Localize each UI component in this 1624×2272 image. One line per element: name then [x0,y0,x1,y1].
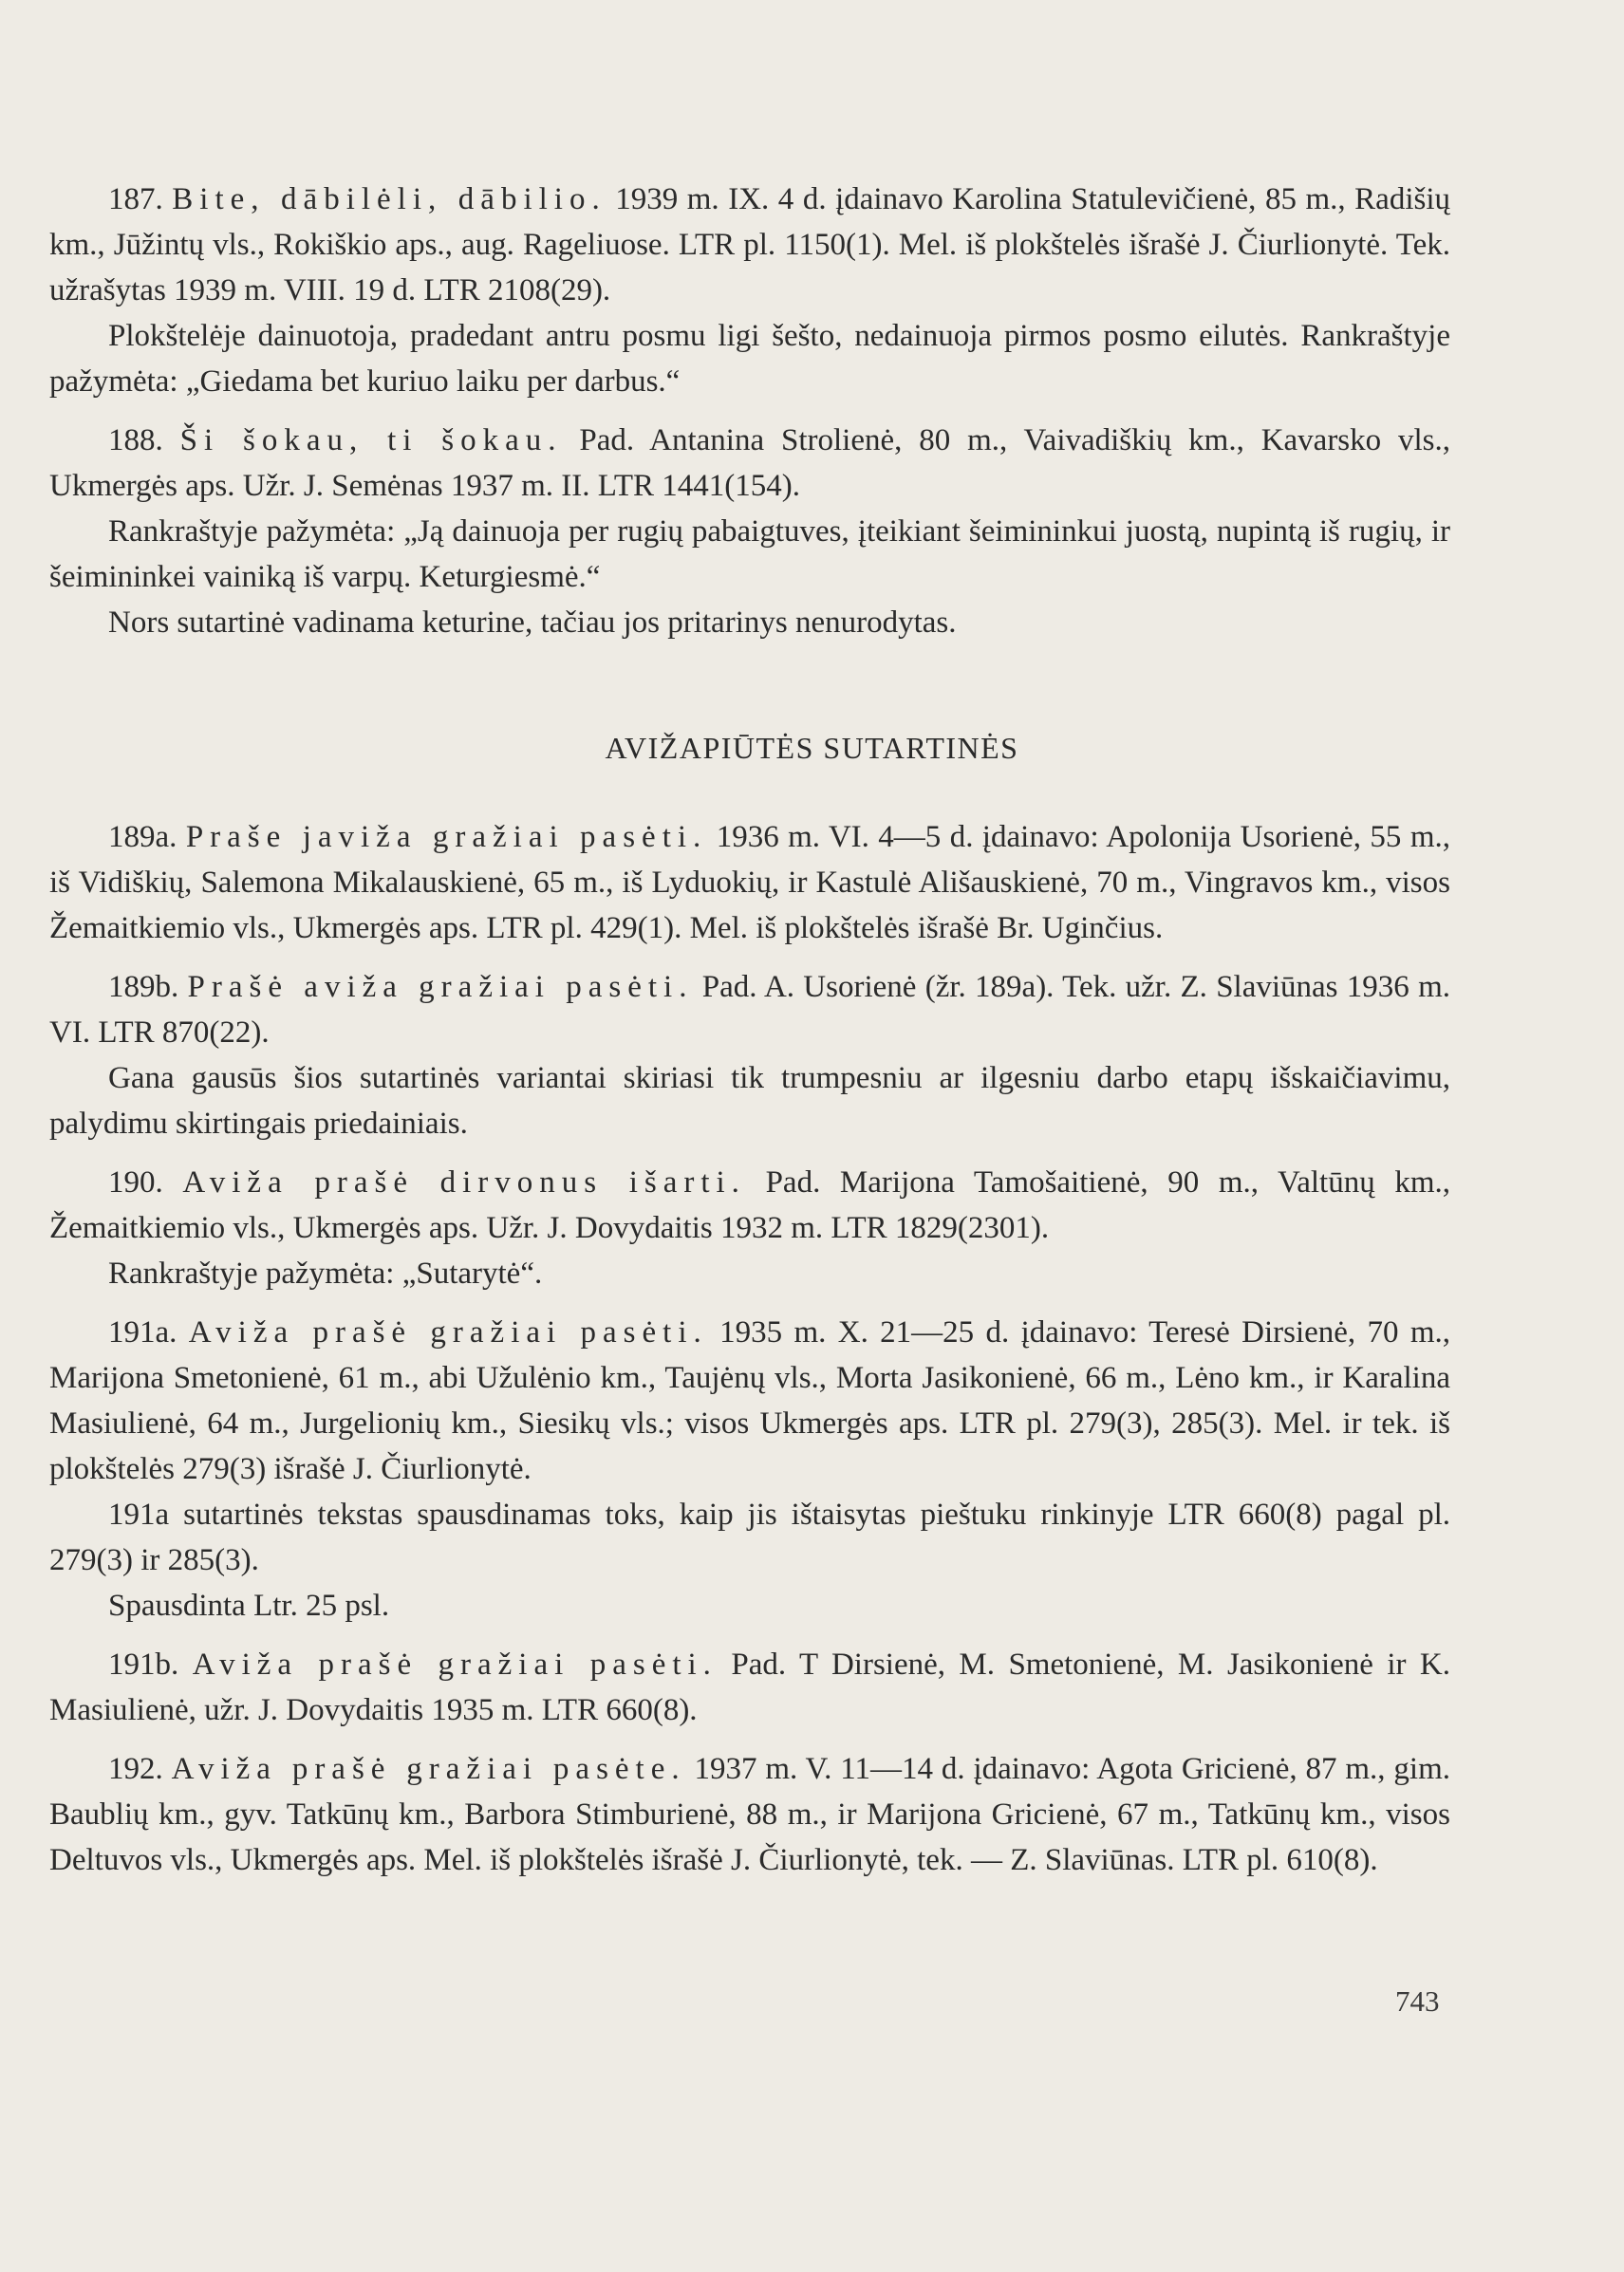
entry-title: Ši šokau, ti šokau. [179,423,563,457]
notes-block-bottom [49,814,1450,1896]
section-heading: AVIŽAPIŪTĖS SUTARTINĖS [605,731,1019,765]
notes-block-top [49,177,1450,659]
entry-title: Aviža prašė gražiai pasėte. [171,1752,686,1786]
entry-188 [49,418,1450,645]
entry-title: Aviža prašė dirvonus išarti. [182,1165,746,1200]
entry-note: Plokštelėje dainuotoja, pradedant antru posmu ligi šešto, nedainuoja pirmos posmo eilutės. Rankraštyje pažymėta: „Giedama bet kuriuo laiku per darbus.“ [49,319,1450,399]
entry-note: Spausdinta Ltr. 25 psl. [108,1589,390,1623]
entry-note: Rankraštyje pažymėta: „Sutarytė“. [108,1257,543,1291]
entry-187 [49,177,1450,404]
entry-text: 1935 m. X. 21—25 d. įdainavo: Teresė Dirsienė, 70 m., Marijona Smetonienė, 61 m., abi Užulėnio km., Taujėnų vls., Morta Jasikonienė, 66 m., Lėno km., ir Karalina Masiulienė, 64 m., Jurgelionių km., Siesikų vls.; visos Ukmergės aps. LTR pl. 279(3), 285(3). Mel. ir tek. iš plokštelės 279(3) išrašė J. Čiurlionytė. [49,1315,1451,1486]
entry-number: 189b. [108,970,179,1004]
entry-text: 1936 m. VI. 4—5 d. įdainavo: Apolonija Usorienė, 55 m., iš Vidiškių, Salemona Mikalauskienė, 65 m., iš Lyduokių, ir Kastulė Ališauskienė, 70 m., Vingravos km., visos Žemaitkiemio vls., Ukmergės aps. LTR pl. 429(1). Mel. iš plokštelės išrašė Br. Uginčius. [49,820,1450,945]
entry-note: 191a sutartinės tekstas spausdinamas toks, kaip jis ištaisytas pieštuku rinkinyje LTR 660(8) pagal pl. 279(3) ir 285(3). [49,1498,1450,1577]
entry-text: 1937 m. V. 11—14 d. įdainavo: Agota Gricienė, 87 m., gim. Baublių km., gyv. Tatkūnų km., Barbora Stimburienė, 88 m., ir Marijona Gricienė, 67 m., Tatkūnų km., visos Deltuvos vls., Ukmergės aps. Mel. iš plokštelės išrašė J. Čiurlionytė, tek. — Z. Slaviūnas. LTR pl. 610(8). [49,1752,1450,1877]
entry-number: 189a. [108,820,177,854]
entry-title: Praše javiža gražiai pasėti. [185,820,708,854]
entry-text: Pad. Marijona Tamošaitienė, 90 m., Valtūnų km., Žemaitkiemio vls., Ukmergės aps. Užr. J. Dovydaitis 1932 m. LTR 1829(2301). [49,1165,1450,1245]
entry-number: 192. [108,1752,163,1786]
entry-190 [49,1160,1450,1296]
entry-note: Nors sutartinė vadinama keturine, tačiau jos pritarinys nenurodytas. [108,605,957,640]
entry-title: Aviža prašė gražiai pasėti. [192,1648,718,1682]
entry-text: 1939 m. IX. 4 d. įdainavo Karolina Statulevičienė, 85 m., Radišių km., Jūžintų vls., Rokiškio aps., aug. Rageliuose. LTR pl. 1150(1). Mel. iš plokštelės išrašė J. Čiurlionytė. Tek. užrašytas 1939 m. VIII. 19 d. LTR 2108(29). [49,182,1450,307]
entry-191a [49,1310,1450,1629]
entry-number: 191b. [108,1648,179,1682]
entry-note: Gana gausūs šios sutartinės variantai skiriasi tik trumpesniu ar ilgesniu darbo etapų išskaičiavimu, palydimu skirtingais priedainiais. [49,1061,1450,1141]
entry-number: 191a. [108,1315,177,1350]
entry-text: Pad. T Dirsienė, M. Smetonienė, M. Jasikonienė ir K. Masiulienė, užr. J. Dovydaitis 1935 m. LTR 660(8). [49,1648,1451,1727]
entry-189b [49,964,1450,1146]
entry-192 [49,1746,1450,1883]
entry-title: Prašė aviža gražiai pasėti. [187,970,694,1004]
entry-number: 187. [108,182,163,216]
entry-title: Bite, dābilėli, dābilio. [172,182,607,216]
entry-title: Aviža prašė gražiai pasėti. [188,1315,708,1350]
entry-189a [49,814,1450,951]
entry-text: Pad. A. Usorienė (žr. 189a). Tek. užr. Z. Slaviūnas 1936 m. VI. LTR 870(22). [49,970,1450,1050]
entry-number: 188. [108,423,163,457]
entry-text: Pad. Antanina Strolienė, 80 m., Vaivadiškių km., Kavarsko vls., Ukmergės aps. Užr. J. Semėnas 1937 m. II. LTR 1441(154). [49,423,1451,503]
entry-191b [49,1642,1450,1733]
entry-number: 190. [108,1165,163,1200]
entry-note: Rankraštyje pažymėta: „Ją dainuoja per rugių pabaigtuves, įteikiant šeimininkui juostą, nupintą iš rugių, ir šeimininkei vainiką iš varpų. Keturgiesmė.“ [49,514,1450,594]
page-number: 743 [1395,1984,1440,2018]
